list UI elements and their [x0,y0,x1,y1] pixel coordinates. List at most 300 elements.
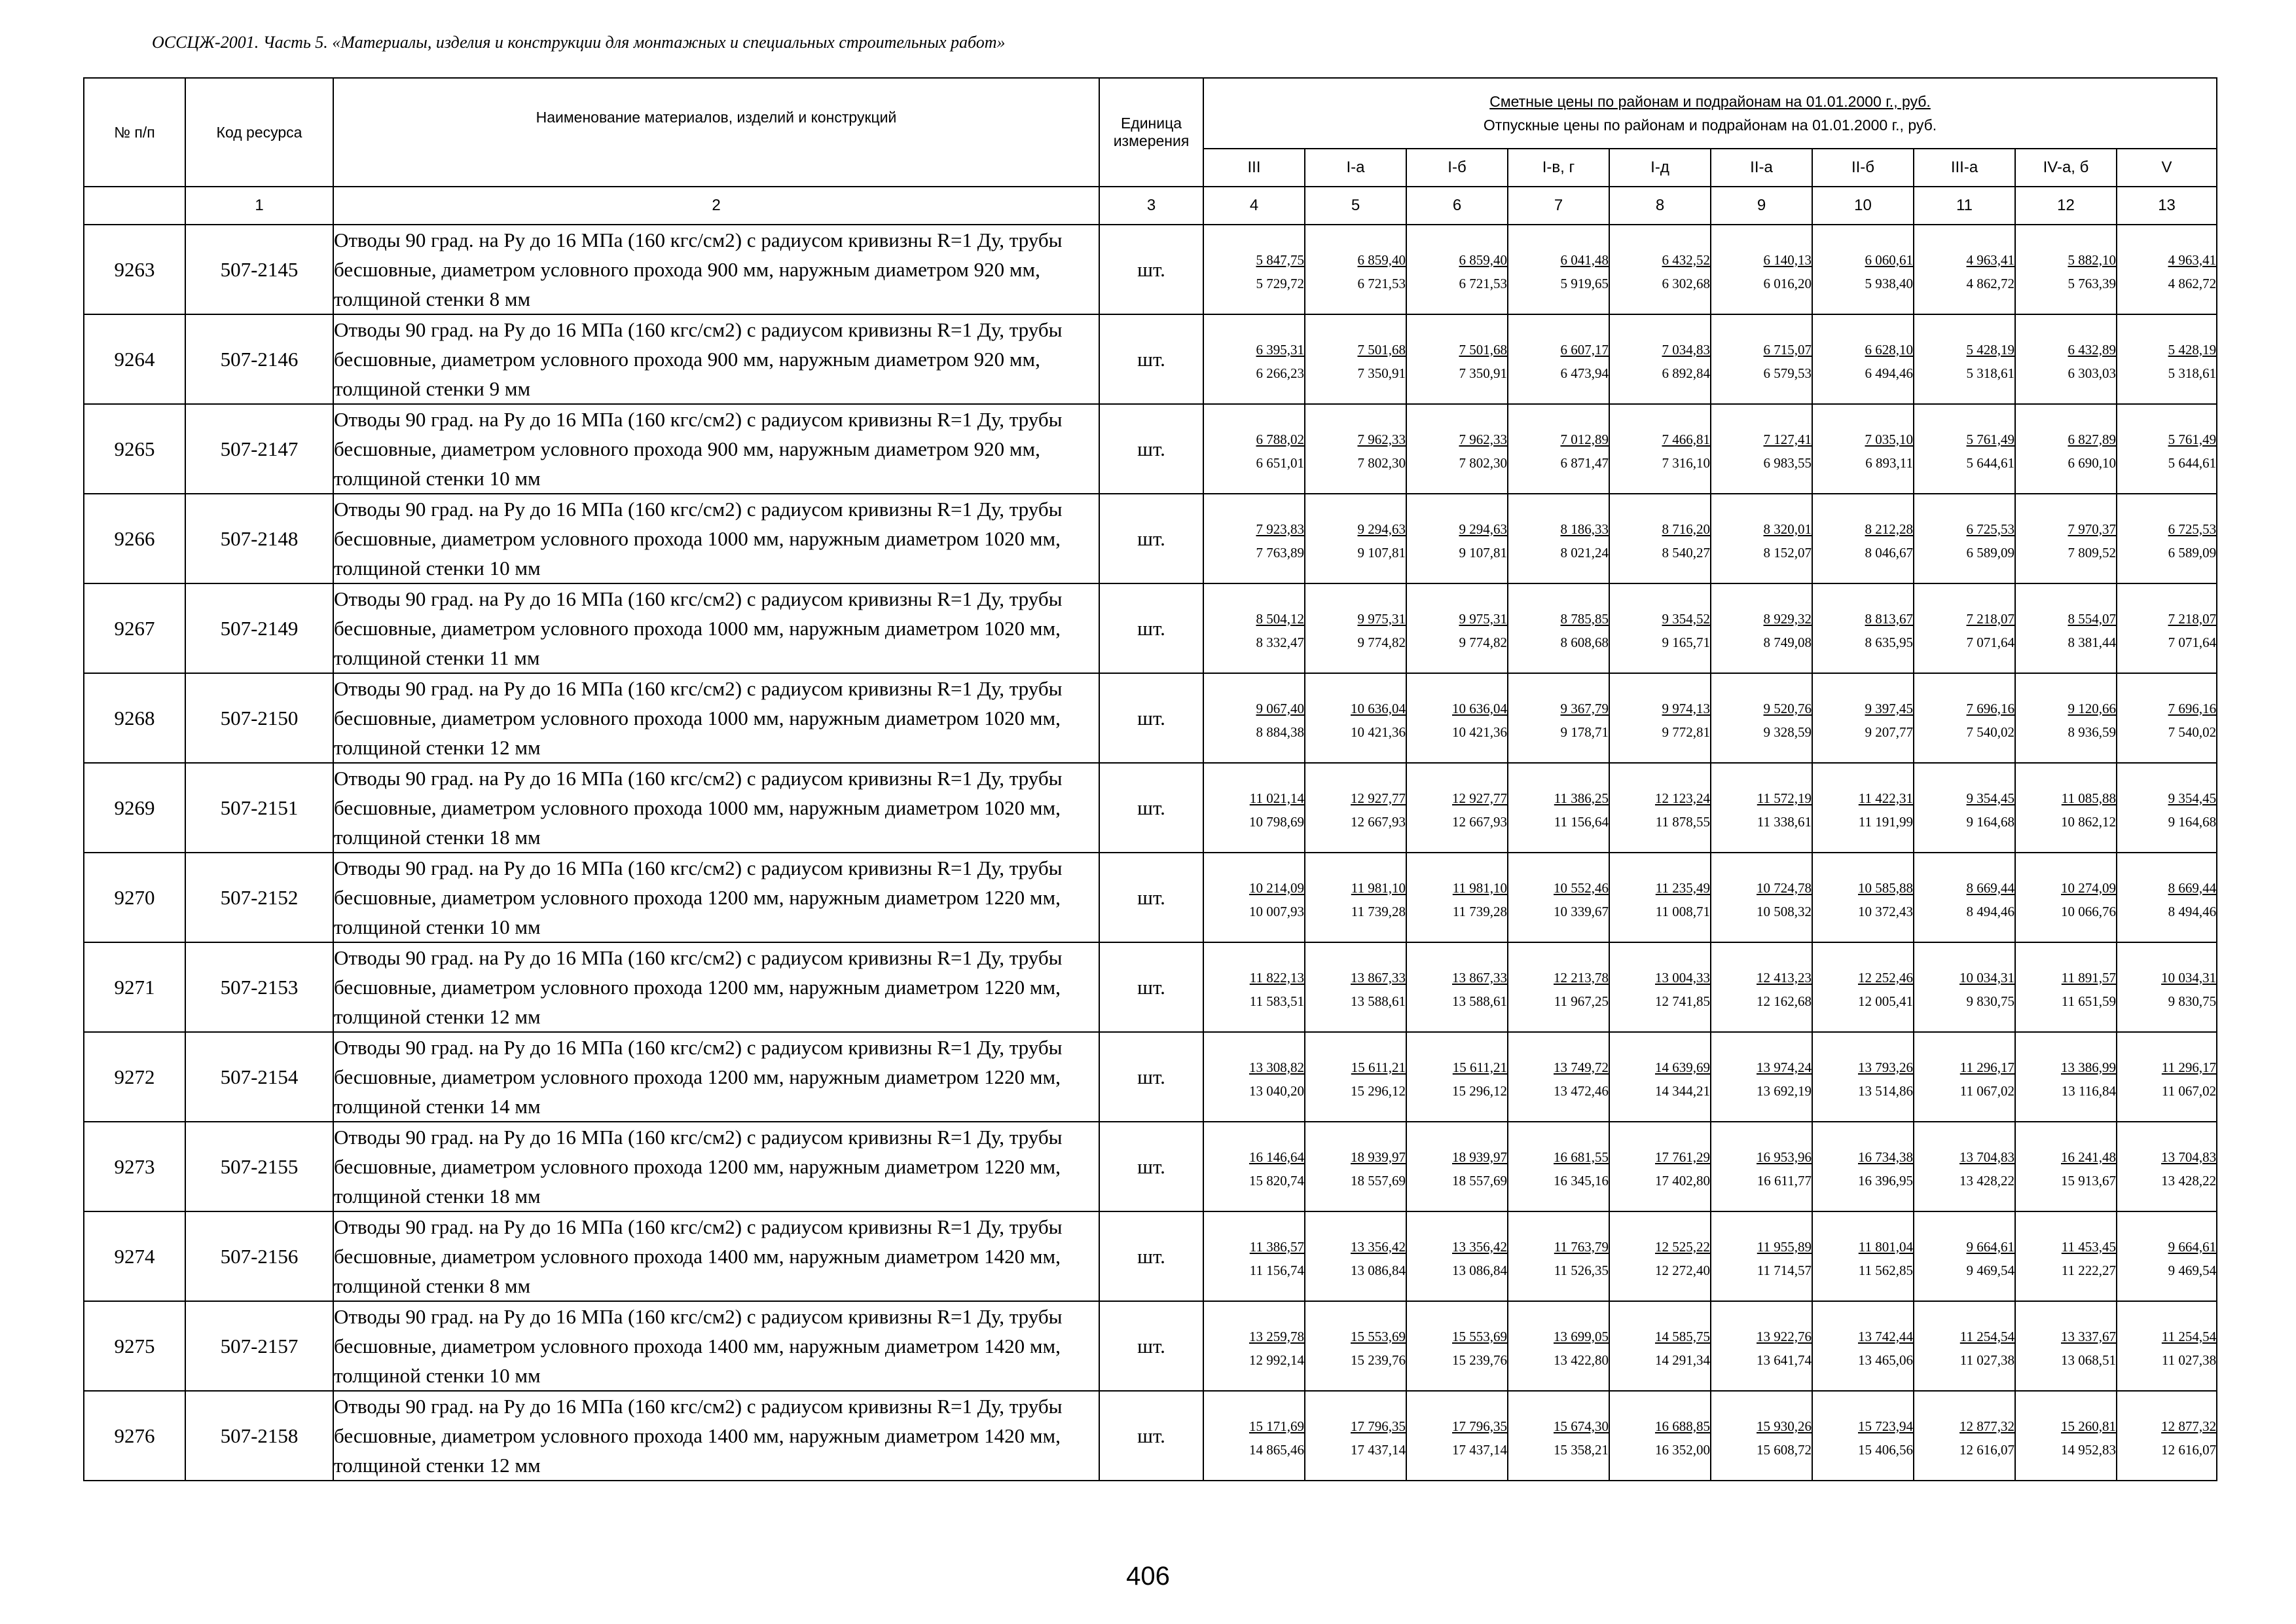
estimate-price: 6 060,61 [1865,251,1913,268]
release-price: 12 005,41 [1858,993,1913,1009]
row-number: 9274 [84,1211,185,1301]
release-price: 13 514,86 [1858,1082,1913,1099]
estimate-price: 17 796,35 [1351,1418,1406,1434]
estimate-price: 7 127,41 [1763,431,1812,447]
release-price: 13 472,46 [1554,1082,1609,1099]
resource-code: 507-2149 [185,583,333,673]
estimate-price: 12 525,22 [1655,1238,1710,1255]
estimate-price: 13 922,76 [1757,1328,1812,1344]
estimate-price: 10 034,31 [2161,969,2217,986]
estimate-price: 13 308,82 [1249,1059,1304,1075]
row-number: 9267 [84,583,185,673]
estimate-price: 6 859,40 [1459,251,1507,268]
estimate-price: 5 847,75 [1256,251,1304,268]
estimate-price: 15 611,21 [1351,1059,1406,1075]
estimate-price: 12 877,32 [1959,1418,2014,1434]
release-price: 8 494,46 [2168,903,2217,919]
price-cell [1914,1301,2015,1391]
column-number: 13 [2117,187,2217,225]
release-price: 8 540,27 [1662,544,1710,561]
estimate-price: 15 553,69 [1351,1328,1406,1344]
release-price: 5 729,72 [1256,275,1304,291]
price-cell [1609,1032,1711,1122]
region-header: I-б [1406,149,1508,187]
release-price: 9 328,59 [1763,724,1812,740]
estimate-price: 5 761,49 [2168,431,2217,447]
estimate-price: 13 793,26 [1858,1059,1913,1075]
resource-code: 507-2151 [185,763,333,853]
price-cell [1914,225,2015,314]
estimate-price: 7 218,07 [1966,610,2014,627]
estimate-price: 11 085,88 [2061,790,2116,806]
release-price: 6 589,09 [2168,544,2217,561]
column-number: 6 [1406,187,1508,225]
estimate-price: 16 241,48 [2061,1149,2116,1165]
release-price: 12 992,14 [1249,1352,1304,1368]
price-cell [1711,404,1812,494]
release-price: 13 086,84 [1351,1262,1406,1278]
price-cell [1305,1211,1406,1301]
release-price: 12 741,85 [1655,993,1710,1009]
estimate-price: 6 715,07 [1763,341,1812,358]
release-price: 11 739,28 [1351,903,1406,919]
resource-code: 507-2148 [185,494,333,583]
header-unit: Единица измерения [1099,78,1203,187]
price-cell [2015,1122,2117,1211]
price-cell [1203,1301,1305,1391]
price-cell [2015,1032,2117,1122]
price-cell [1914,673,2015,763]
estimate-price: 9 067,40 [1256,700,1304,716]
estimate-price: 9 397,45 [1865,700,1913,716]
estimate-price: 9 520,76 [1763,700,1812,716]
price-cell [1508,1301,1609,1391]
price-cell [1914,1211,2015,1301]
price-cell [1914,942,2015,1032]
release-price: 7 350,91 [1357,365,1406,381]
price-cell [1305,1301,1406,1391]
column-number: 5 [1305,187,1406,225]
release-price: 9 774,82 [1459,634,1507,650]
header-prices-estimate: Сметные цены по районам и подрайонам на 01.01.2000 г., руб. [1489,93,1931,110]
price-cell [1203,225,1305,314]
price-cell [2015,494,2117,583]
estimate-price: 6 432,52 [1662,251,1710,268]
estimate-price: 8 554,07 [2068,610,2116,627]
release-price: 9 107,81 [1459,544,1507,561]
price-cell [1812,225,1914,314]
release-price: 9 207,77 [1865,724,1913,740]
unit-of-measure: шт. [1099,494,1203,583]
release-price: 8 332,47 [1256,634,1304,650]
price-cell [1609,853,1711,942]
estimate-price: 11 981,10 [1351,879,1406,896]
material-name: Отводы 90 град. на Ру до 16 МПа (160 кгс/см2) с радиусом кривизны R=1 Ду, трубы бесшовные, диаметром условного прохода 1000 мм, наружным диаметром 1020 мм, толщиной стенки 10 мм [333,494,1099,583]
region-header: I-д [1609,149,1711,187]
resource-code: 507-2150 [185,673,333,763]
price-cell [2117,1032,2217,1122]
release-price: 18 557,69 [1351,1172,1406,1189]
table-row [84,1032,2217,1122]
price-cell [1812,942,1914,1032]
region-header: I-а [1305,149,1406,187]
price-cell [1914,494,2015,583]
price-cell [1914,853,2015,942]
estimate-price: 5 428,19 [1966,341,2014,358]
row-number: 9273 [84,1122,185,1211]
resource-code: 507-2154 [185,1032,333,1122]
estimate-price: 6 607,17 [1560,341,1609,358]
table-row [84,404,2217,494]
price-cell [1711,1032,1812,1122]
release-price: 10 339,67 [1554,903,1609,919]
release-price: 11 714,57 [1757,1262,1812,1278]
release-price: 7 316,10 [1662,454,1710,471]
price-cell [2015,1391,2117,1481]
release-price: 4 862,72 [2168,275,2217,291]
table-row [84,673,2217,763]
estimate-price: 9 975,31 [1459,610,1507,627]
release-price: 13 428,22 [1959,1172,2014,1189]
release-price: 5 644,61 [2168,454,2217,471]
estimate-price: 7 035,10 [1865,431,1913,447]
material-name: Отводы 90 град. на Ру до 16 МПа (160 кгс/см2) с радиусом кривизны R=1 Ду, трубы бесшовные, диаметром условного прохода 1400 мм, наружным диаметром 1420 мм, толщиной стенки 12 мм [333,1391,1099,1481]
release-price: 13 422,80 [1554,1352,1609,1368]
header-prices [1203,78,2217,149]
price-cell [1406,494,1508,583]
estimate-price: 12 877,32 [2161,1418,2217,1434]
price-cell [1406,404,1508,494]
price-cell [2117,942,2217,1032]
estimate-price: 15 553,69 [1452,1328,1507,1344]
release-price: 6 892,84 [1662,365,1710,381]
estimate-price: 8 669,44 [2168,879,2217,896]
release-price: 7 540,02 [1966,724,2014,740]
price-cell [1305,1122,1406,1211]
release-price: 10 508,32 [1757,903,1812,919]
estimate-price: 7 696,16 [2168,700,2217,716]
release-price: 11 067,02 [2161,1082,2217,1099]
price-cell [2117,583,2217,673]
release-price: 6 871,47 [1560,454,1609,471]
unit-of-measure: шт. [1099,673,1203,763]
release-price: 10 798,69 [1249,813,1304,830]
release-price: 12 162,68 [1757,993,1812,1009]
row-number: 9272 [84,1032,185,1122]
column-number: 7 [1508,187,1609,225]
price-cell [1406,853,1508,942]
row-number: 9276 [84,1391,185,1481]
unit-of-measure: шт. [1099,404,1203,494]
estimate-price: 8 320,01 [1763,521,1812,537]
unit-of-measure: шт. [1099,853,1203,942]
unit-of-measure: шт. [1099,314,1203,404]
resource-code: 507-2152 [185,853,333,942]
estimate-price: 8 929,32 [1763,610,1812,627]
estimate-price: 13 259,78 [1249,1328,1304,1344]
release-price: 11 156,74 [1249,1262,1304,1278]
price-cell [2015,225,2117,314]
release-price: 9 164,68 [1966,813,2014,830]
release-price: 14 344,21 [1655,1082,1710,1099]
price-cell [1812,673,1914,763]
price-cell [1711,494,1812,583]
estimate-price: 13 356,42 [1452,1238,1507,1255]
estimate-price: 11 422,31 [1858,790,1913,806]
release-price: 6 721,53 [1357,275,1406,291]
unit-of-measure: шт. [1099,225,1203,314]
estimate-price: 6 827,89 [2068,431,2116,447]
price-cell [1609,673,1711,763]
estimate-price: 13 749,72 [1554,1059,1609,1075]
material-name: Отводы 90 град. на Ру до 16 МПа (160 кгс/см2) с радиусом кривизны R=1 Ду, трубы бесшовные, диаметром условного прохода 1400 мм, наружным диаметром 1420 мм, толщиной стенки 10 мм [333,1301,1099,1391]
release-price: 13 040,20 [1249,1082,1304,1099]
price-cell [1609,1301,1711,1391]
row-number: 9269 [84,763,185,853]
material-name: Отводы 90 град. на Ру до 16 МПа (160 кгс/см2) с радиусом кривизны R=1 Ду, трубы бесшовные, диаметром условного прохода 1000 мм, наружным диаметром 1020 мм, толщиной стенки 11 мм [333,583,1099,673]
price-cell [1812,494,1914,583]
release-price: 9 469,54 [1966,1262,2014,1278]
estimate-price: 13 337,67 [2061,1328,2116,1344]
estimate-price: 9 664,61 [2168,1238,2217,1255]
release-price: 8 608,68 [1560,634,1609,650]
release-price: 7 071,64 [1966,634,2014,650]
release-price: 8 152,07 [1763,544,1812,561]
estimate-price: 5 882,10 [2068,251,2116,268]
release-price: 11 338,61 [1757,813,1812,830]
release-price: 10 007,93 [1249,903,1304,919]
price-cell [1305,763,1406,853]
release-price: 15 296,12 [1452,1082,1507,1099]
price-cell [1812,1301,1914,1391]
resource-code: 507-2157 [185,1301,333,1391]
price-cell [1508,1032,1609,1122]
resource-code: 507-2156 [185,1211,333,1301]
release-price: 8 021,24 [1560,544,1609,561]
column-number: 11 [1914,187,2015,225]
document-header: ОССЦЖ-2001. Часть 5. «Материалы, изделия и конструкции для монтажных и специальных строительных работ» [152,33,1006,52]
price-cell [1609,494,1711,583]
estimate-price: 7 970,37 [2068,521,2116,537]
price-cell [1711,1391,1812,1481]
price-cell [1508,853,1609,942]
estimate-price: 10 274,09 [2061,879,2116,896]
estimate-price: 7 218,07 [2168,610,2217,627]
release-price: 15 358,21 [1554,1441,1609,1458]
price-cell [2117,853,2217,942]
release-price: 16 611,77 [1757,1172,1812,1189]
price-cell [1203,494,1305,583]
material-name: Отводы 90 град. на Ру до 16 МПа (160 кгс/см2) с радиусом кривизны R=1 Ду, трубы бесшовные, диаметром условного прохода 1000 мм, наружным диаметром 1020 мм, толщиной стенки 12 мм [333,673,1099,763]
estimate-price: 16 734,38 [1858,1149,1913,1165]
resource-code: 507-2158 [185,1391,333,1481]
release-price: 6 494,46 [1865,365,1913,381]
estimate-price: 5 428,19 [2168,341,2217,358]
price-cell [1711,853,1812,942]
release-price: 11 651,59 [2061,993,2116,1009]
row-number: 9264 [84,314,185,404]
price-cell [1203,673,1305,763]
release-price: 5 644,61 [1966,454,2014,471]
header-name: Наименование материалов, изделий и конструкций [333,78,1099,187]
price-cell [1914,1391,2015,1481]
release-price: 7 802,30 [1459,454,1507,471]
price-cell [1609,583,1711,673]
estimate-price: 6 395,31 [1256,341,1304,358]
column-number-blank [84,187,185,225]
release-price: 7 540,02 [2168,724,2217,740]
estimate-price: 9 294,63 [1357,521,1406,537]
estimate-price: 10 636,04 [1351,700,1406,716]
release-price: 11 583,51 [1249,993,1304,1009]
estimate-price: 11 981,10 [1452,879,1507,896]
material-name: Отводы 90 град. на Ру до 16 МПа (160 кгс/см2) с радиусом кривизны R=1 Ду, трубы бесшовные, диаметром условного прохода 900 мм, наружным диаметром 920 мм, толщиной стенки 9 мм [333,314,1099,404]
table-row [84,1301,2217,1391]
price-cell [1203,1122,1305,1211]
estimate-price: 8 785,85 [1560,610,1609,627]
release-price: 12 272,40 [1655,1262,1710,1278]
release-price: 10 372,43 [1858,903,1913,919]
release-price: 7 802,30 [1357,454,1406,471]
estimate-price: 11 801,04 [1858,1238,1913,1255]
release-price: 11 027,38 [1959,1352,2014,1368]
price-cell [1711,763,1812,853]
price-cell [1508,1211,1609,1301]
estimate-price: 8 504,12 [1256,610,1304,627]
release-price: 6 266,23 [1256,365,1304,381]
region-header: IV-а, б [2015,149,2117,187]
estimate-price: 18 939,97 [1452,1149,1507,1165]
row-number: 9270 [84,853,185,942]
release-price: 13 116,84 [2061,1082,2116,1099]
release-price: 6 579,53 [1763,365,1812,381]
release-price: 11 191,99 [1858,813,1913,830]
table-row [84,494,2217,583]
price-cell [1508,942,1609,1032]
release-price: 13 588,61 [1351,993,1406,1009]
estimate-price: 17 761,29 [1655,1149,1710,1165]
price-cell [1609,314,1711,404]
price-cell [2015,404,2117,494]
row-number: 9266 [84,494,185,583]
table-row [84,1122,2217,1211]
release-price: 6 721,53 [1459,275,1507,291]
estimate-price: 7 696,16 [1966,700,2014,716]
material-name: Отводы 90 град. на Ру до 16 МПа (160 кгс/см2) с радиусом кривизны R=1 Ду, трубы бесшовные, диаметром условного прохода 1200 мм, наружным диаметром 1220 мм, толщиной стенки 14 мм [333,1032,1099,1122]
price-cell [1305,314,1406,404]
release-price: 6 589,09 [1966,544,2014,561]
unit-of-measure: шт. [1099,1122,1203,1211]
release-price: 11 027,38 [2161,1352,2217,1368]
price-cell [1914,763,2015,853]
estimate-price: 6 859,40 [1357,251,1406,268]
price-cell [1609,1211,1711,1301]
estimate-price: 12 927,77 [1351,790,1406,806]
release-price: 11 739,28 [1452,903,1507,919]
estimate-price: 10 214,09 [1249,879,1304,896]
price-cell [1406,583,1508,673]
release-price: 9 830,75 [2168,993,2217,1009]
estimate-price: 11 021,14 [1249,790,1304,806]
price-cell [1508,404,1609,494]
price-cell [1406,763,1508,853]
estimate-price: 7 923,83 [1256,521,1304,537]
estimate-price: 16 688,85 [1655,1418,1710,1434]
release-price: 11 878,55 [1655,813,1710,830]
estimate-price: 8 669,44 [1966,879,2014,896]
release-price: 5 318,61 [1966,365,2014,381]
release-price: 15 406,56 [1858,1441,1913,1458]
price-cell [1711,942,1812,1032]
estimate-price: 13 742,44 [1858,1328,1913,1344]
price-cell [1812,763,1914,853]
price-cell [1508,673,1609,763]
price-cell [1406,673,1508,763]
release-price: 13 641,74 [1757,1352,1812,1368]
price-cell [1305,494,1406,583]
column-number: 4 [1203,187,1305,225]
price-cell [2015,763,2117,853]
price-cell [1508,314,1609,404]
estimate-price: 7 466,81 [1662,431,1710,447]
price-cell [1203,1211,1305,1301]
estimate-price: 9 974,13 [1662,700,1710,716]
release-price: 5 318,61 [2168,365,2217,381]
column-number: 12 [2015,187,2117,225]
row-number: 9271 [84,942,185,1032]
price-cell [1508,583,1609,673]
price-cell [1305,853,1406,942]
material-name: Отводы 90 град. на Ру до 16 МПа (160 кгс/см2) с радиусом кривизны R=1 Ду, трубы бесшовные, диаметром условного прохода 1000 мм, наружным диаметром 1020 мм, толщиной стенки 18 мм [333,763,1099,853]
release-price: 9 830,75 [1966,993,2014,1009]
estimate-price: 13 704,83 [2161,1149,2217,1165]
estimate-price: 12 123,24 [1655,790,1710,806]
release-price: 12 667,93 [1351,813,1406,830]
estimate-price: 15 611,21 [1452,1059,1507,1075]
estimate-price: 10 636,04 [1452,700,1507,716]
price-cell [1914,404,2015,494]
release-price: 13 068,51 [2061,1352,2116,1368]
price-cell [1508,1122,1609,1211]
estimate-price: 11 572,19 [1757,790,1812,806]
release-price: 9 165,71 [1662,634,1710,650]
release-price: 5 919,65 [1560,275,1609,291]
price-cell [2117,314,2217,404]
price-cell [1305,942,1406,1032]
estimate-price: 13 004,33 [1655,969,1710,986]
price-cell [1203,583,1305,673]
price-cell [1711,1122,1812,1211]
estimate-price: 16 146,64 [1249,1149,1304,1165]
estimate-price: 6 788,02 [1256,431,1304,447]
price-cell [1711,225,1812,314]
release-price: 8 635,95 [1865,634,1913,650]
unit-of-measure: шт. [1099,1391,1203,1481]
estimate-price: 12 927,77 [1452,790,1507,806]
price-cell [1609,763,1711,853]
release-price: 15 820,74 [1249,1172,1304,1189]
release-price: 11 008,71 [1655,903,1710,919]
estimate-price: 11 386,57 [1249,1238,1304,1255]
release-price: 9 107,81 [1357,544,1406,561]
price-cell [1406,1032,1508,1122]
price-cell [1406,1211,1508,1301]
price-cell [1203,763,1305,853]
price-cell [2117,494,2217,583]
price-cell [1203,1391,1305,1481]
estimate-price: 7 501,68 [1357,341,1406,358]
estimate-price: 9 354,45 [2168,790,2217,806]
